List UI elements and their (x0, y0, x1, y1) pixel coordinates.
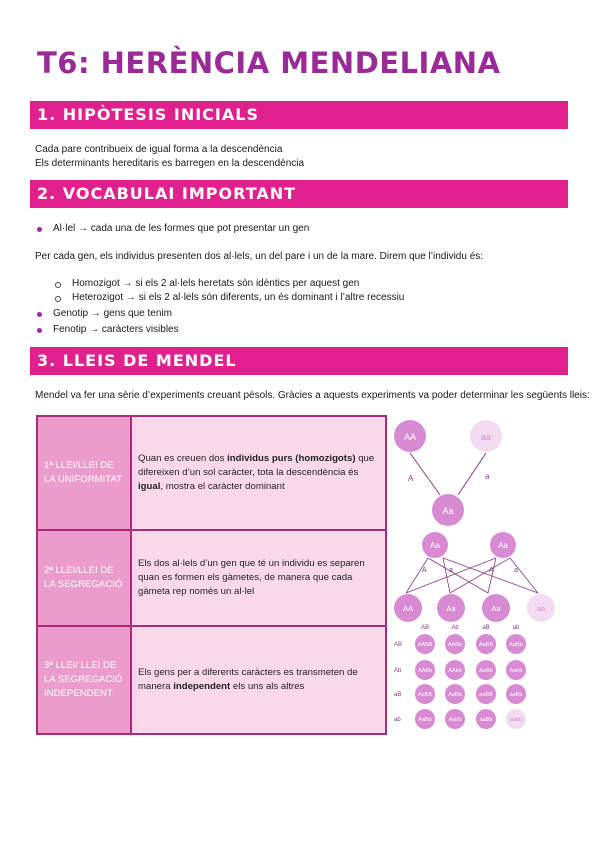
f2-label: AA (402, 604, 414, 613)
gamete-label: A (489, 567, 494, 574)
law-name: 2ª LLEI/LLEI DE LA SEGREGACIÓ (37, 530, 131, 626)
gamete-label: A (408, 474, 414, 483)
grid-row-header: AB (394, 642, 403, 648)
gamete-label: a (449, 567, 453, 574)
cross-line (443, 558, 450, 593)
vocab-genotype: Genotip → gens que tenim (53, 308, 172, 319)
law-row (37, 530, 386, 626)
grid-cell-label: Aabb (509, 668, 523, 674)
vocab-intro: Per cada gen, els individus presenten dos al·lels, un del pare i un de la mare. Direm que l’individu és: (35, 251, 484, 262)
grid-col-header: Ab (451, 625, 459, 631)
grid-cell-label: aabb (509, 717, 523, 723)
law-name: 1ª LLEI/LLEI DE LA UNIFORMITAT (37, 416, 131, 530)
hypothesis-line-1: Cada pare contribueix de igual forma a la descendència (35, 144, 283, 155)
grid-row-header: Ab (394, 668, 402, 674)
grid-cell-label: AAbb (448, 668, 462, 674)
f2-label: aa (536, 604, 546, 613)
cross-line (458, 453, 486, 495)
parent-label: aa (480, 432, 492, 442)
law-description: Quan es creuen dos individus purs (homozigots) que difereixen d’un sol caràcter, tota la descendència és igual, mostra el caràcter dominant (131, 416, 386, 530)
vocab-allele: Al·lel → cada una de les formes que pot presentar un gen (53, 223, 310, 234)
grid-cell-label: AaBB (417, 692, 433, 698)
parent-label: AA (403, 432, 417, 442)
mendel-intro: Mendel va fer una sèrie d’experiments creuant pèsols. Gràcies a aquests experiments va poder determinar les següents lleis: (35, 390, 590, 401)
circle-bullet-icon (55, 282, 61, 288)
vocab-heterozygote: Heterozigot → si els 2 al·lels són diferents, un és dominant i l’altre recessiu (72, 292, 405, 303)
punnett-grid (394, 625, 526, 729)
grid-cell-label: aaBb (479, 717, 493, 723)
cross-line (406, 558, 496, 593)
vocab-phenotype: Fenotip → caràcters visibles (53, 324, 179, 335)
gamete-label: A (422, 567, 427, 574)
grid-col-header: ab (512, 625, 520, 631)
grid-cell-label: AaBb (509, 642, 523, 648)
hypothesis-line-2: Els determinants hereditaris es barregen en la descendència (35, 158, 305, 169)
gamete-label: a (485, 472, 490, 481)
grid-cell-label: Aabb (448, 717, 462, 723)
gamete-label: a (514, 567, 518, 574)
law-description: Els dos al·lels d’un gen que té un individu es separen quan es formen els gàmetes, de manera que cada gàmeta rep només un al·lel (131, 530, 386, 626)
f1-pair-label: Aa (498, 541, 508, 550)
vocab-homozygote: Homozigot → si els 2 al·lels heretats són idèntics per aquest gen (72, 278, 360, 289)
grid-cell-label: aaBB (479, 692, 493, 698)
section-heading-mendel-laws: 3. LLEIS DE MENDEL (30, 347, 568, 375)
grid-cell-label: AaBB (478, 642, 494, 648)
bullet-icon (37, 312, 42, 317)
grid-cell-label: AABb (417, 668, 433, 674)
law-description: Els gens per a diferents caràcters es transmeten de manera independent els uns als altres (131, 626, 386, 734)
f2-label: Aa (446, 604, 456, 613)
mendel-laws-table (36, 415, 387, 735)
law-name: 3ª LLEI/ LLEI DE LA SEGREGACIÓ INDEPENDENT (37, 626, 131, 734)
circle-bullet-icon (55, 296, 61, 302)
section-heading-hypotheses: 1. HIPÒTESIS INICIALS (30, 101, 568, 129)
grid-cell-label: AaBb (479, 668, 493, 674)
grid-cell-label: aaBb (509, 692, 523, 698)
grid-cell-label: AABB (417, 642, 433, 648)
grid-cell-label: AaBb (448, 692, 462, 698)
f1-pair-label: Aa (430, 541, 440, 550)
cross-line (406, 558, 428, 593)
cross-line (410, 453, 440, 495)
inheritance-diagram (388, 415, 563, 735)
grid-col-header: aB (482, 625, 490, 631)
law-row (37, 626, 386, 734)
f1-label: Aa (442, 506, 454, 516)
cross-line (488, 558, 496, 593)
law-row (37, 416, 386, 530)
grid-row-header: aB (394, 692, 402, 698)
section-heading-vocabulary: 2. VOCABULAI IMPORTANT (30, 180, 568, 208)
page-title: T6: HERÈNCIA MENDELIANA (37, 46, 501, 80)
grid-cell-label: AABb (447, 642, 463, 648)
bullet-icon (37, 328, 42, 333)
bullet-icon (37, 227, 42, 232)
grid-cell-label: AaBb (418, 717, 432, 723)
cross-line (450, 558, 510, 593)
f2-label: Aa (491, 604, 501, 613)
grid-row-header: ab (394, 717, 401, 723)
grid-col-header: AB (420, 625, 430, 631)
